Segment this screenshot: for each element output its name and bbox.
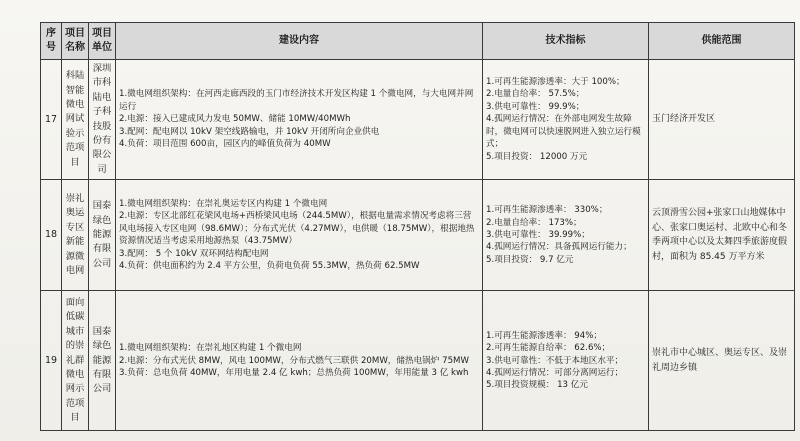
row-seq: 17 [41,60,62,180]
content-item: 1.微电网组织架构：在崇礼地区构建 1 个微电网 [119,343,302,354]
row-scope: 云顶滑雪公园+张家口山地媒体中心、张家口奥运村、北欧中心和冬季两项中心以及太舞四季旅游度假村，面积为 85.45 万平方米 [649,180,795,291]
tech-item: 3.供电可靠性： 99.9%； [486,101,585,112]
tech-item: 5.项目投资： 9.7 亿元 [486,254,574,265]
tech-item: 5.项目投资： 12000 万元 [486,151,588,162]
row-project-name: 崇礼奥运专区新能源微电网 [62,180,89,291]
content-item: 3.配网： 5 个 10kV 双环网结构配电网 [119,248,269,259]
header-scope: 供能范围 [649,23,795,60]
tech-item: 2.电量自给率： 173%； [486,217,582,228]
table-row [41,180,795,291]
row-content [116,60,483,180]
header-unit: 项目单位 [89,23,116,60]
content-item: 2.电源：接入已建成风力发电 50MW、储能 10MW/40MWh [119,114,351,125]
row-project-unit: 国泰绿色能源有限公司 [89,291,116,431]
tech-item: 4.孤网运行情况：可部分离网运行； [486,367,624,378]
content-item: 3.负荷：总电负荷 40MW，年用电量 2.4 亿 kwh；总热负荷 100MW，年用能量 3 亿 kwh [119,367,469,378]
table-row [41,291,795,431]
row-scope: 崇礼市中心城区、奥运专区、及崇礼周边乡镇 [649,291,795,431]
row-seq: 18 [41,180,62,291]
tech-item: 1.可再生能源渗透率： 94%； [486,330,602,341]
content-item: 4.负荷：供电面积约为 2.4 平方公里，负荷电负荷 55.3MW，热负荷 62.5MW [119,261,420,272]
content-item: 1.微电网组织架构：在崇礼奥运专区内构建 1 个微电网 [119,198,328,209]
row-scope: 玉门经济开发区 [649,60,795,180]
content-item: 4.负荷：项目范围 600亩，园区内的峰值负荷为 40MW [119,139,331,150]
content-item: 3.配网：配电网以 10kV 架空线路输电，并 10kV 开闭所向企业供电 [119,126,380,137]
tech-item: 4.孤网运行情况：具备孤网运行能力； [486,242,632,253]
header-name: 项目名称 [62,23,89,60]
tech-item: 2.电量自给率： 57.5%； [486,89,585,100]
row-project-name: 科陆智能微电网试验示范项目 [62,60,89,180]
header-row [41,23,795,60]
tech-item: 4.孤网运行情况：在外部电网发生故障时，微电网可以快速脱网进入独立运行模式； [486,114,641,150]
row-content [116,180,483,291]
header-content: 建设内容 [116,23,483,60]
tech-item: 1.可再生能源渗透率： 330%； [486,205,608,216]
content-item: 1.微电网组织架构：在河西走廊西段的玉门市经济技术开发区构建 1 个微电网，与大电网并网运行 [119,89,474,112]
table-row [41,60,795,180]
content-item: 2.电源：专区北部红花梁风电场+西桥梁风电场（244.5MW），根据电量需求情况考虑将三营风电场接入专区电网（98.6MW）；分布式光伏（4.27MW），电供暖（18.75MW），根据地热资源情况适当考虑采用地源热泵（43.75MW） [119,211,475,247]
header-tech: 技术指标 [483,23,649,60]
row-project-unit: 国泰绿色能源有限公司 [89,180,116,291]
tech-item: 3.供电可靠性：不低于本地区水平； [486,355,624,366]
tech-item: 2.可再生能源自给率： 62.6%； [486,343,611,354]
row-content [116,291,483,431]
row-project-unit: 深圳市科陆电子科技股份有限公司 [89,60,116,180]
tech-item: 3.供电可靠性： 39.99%； [486,230,590,241]
project-table [40,22,795,431]
tech-item: 1.可再生能源渗透率：大于 100%； [486,77,625,88]
row-tech [483,180,649,291]
row-project-name: 面向低碳城市的崇礼群微电网示范项目 [62,291,89,431]
tech-item: 5.项目投资规模： 13 亿元 [486,380,588,391]
header-seq: 序号 [41,23,62,60]
content-item: 2.电源：分布式光伏 8MW，风电 100MW，分布式燃气三联供 20MW，储热电锅炉 75MW [119,355,469,366]
row-tech [483,291,649,431]
row-seq: 19 [41,291,62,431]
row-tech [483,60,649,180]
